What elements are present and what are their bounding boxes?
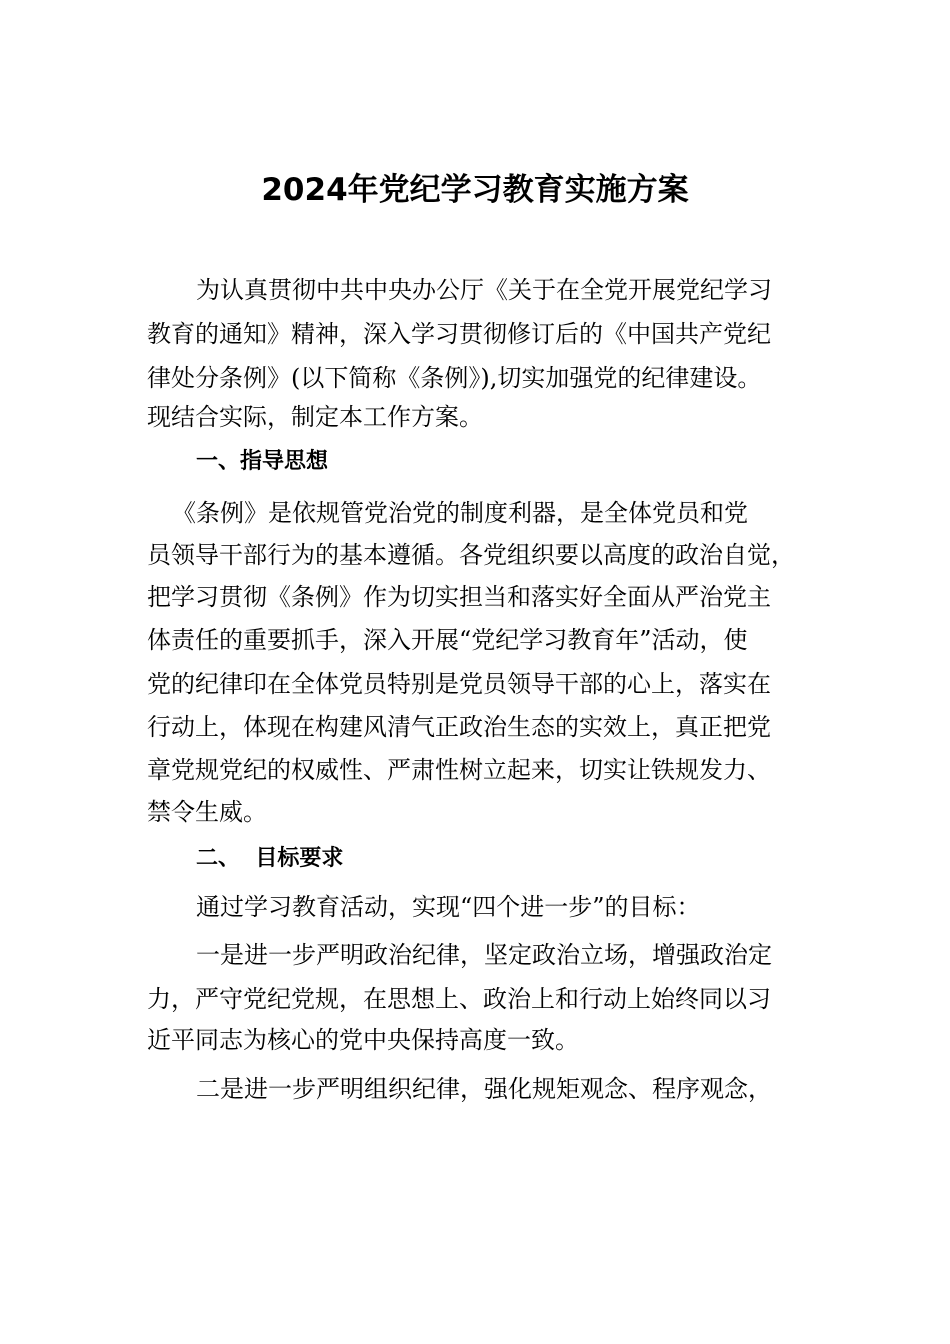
paragraph-line: 把学习贯彻《条例》作为切实担当和落实好全面从严治党主 xyxy=(147,583,771,611)
paragraph-line: 教育的通知》精神，深入学习贯彻修订后的《中国共产党纪 xyxy=(147,320,771,348)
paragraph-line: 现结合实际，制定本工作方案。 xyxy=(147,403,483,431)
paragraph-line: 章党规党纪的权威性、严肃性树立起来，切实让铁规发力、 xyxy=(147,756,771,784)
paragraph-line: 二是进一步严明组织纪律，强化规矩观念、程序观念， xyxy=(196,1075,772,1103)
paragraph-line: 通过学习教育活动，实现“四个进一步”的目标： xyxy=(196,893,701,921)
paragraph-line: 禁令生威。 xyxy=(147,798,267,826)
paragraph-line: 《条例》是依规管党治党的制度利器，是全体党员和党 xyxy=(172,499,748,527)
paragraph-line: 律处分条例》(以下简称《条例》),切实加强党的纪律建设。 xyxy=(147,364,762,392)
paragraph-line: 行动上，体现在构建风清气正政治生态的实效上，真正把党 xyxy=(147,713,771,741)
paragraph-line: 体责任的重要抓手，深入开展“党纪学习教育年”活动，使 xyxy=(147,626,748,654)
paragraph-line: 力，严守党纪党规，在思想上、政治上和行动上始终同以习 xyxy=(147,985,771,1013)
paragraph-line: 为认真贯彻中共中央办公厅《关于在全党开展党纪学习 xyxy=(196,276,772,304)
paragraph-line: 员领导干部行为的基本遵循。各党组织要以高度的政治自觉， xyxy=(147,541,795,569)
section-heading: 二、 目标要求 xyxy=(196,846,344,871)
section-heading: 一、指导思想 xyxy=(196,449,329,474)
paragraph-line: 近平同志为核心的党中央保持高度一致。 xyxy=(147,1026,579,1054)
document-title: 2024年党纪学习教育实施方案 xyxy=(261,172,689,208)
paragraph-line: 党的纪律印在全体党员特别是党员领导干部的心上，落实在 xyxy=(147,670,771,698)
paragraph-line: 一是进一步严明政治纪律，坚定政治立场，增强政治定 xyxy=(196,941,772,969)
